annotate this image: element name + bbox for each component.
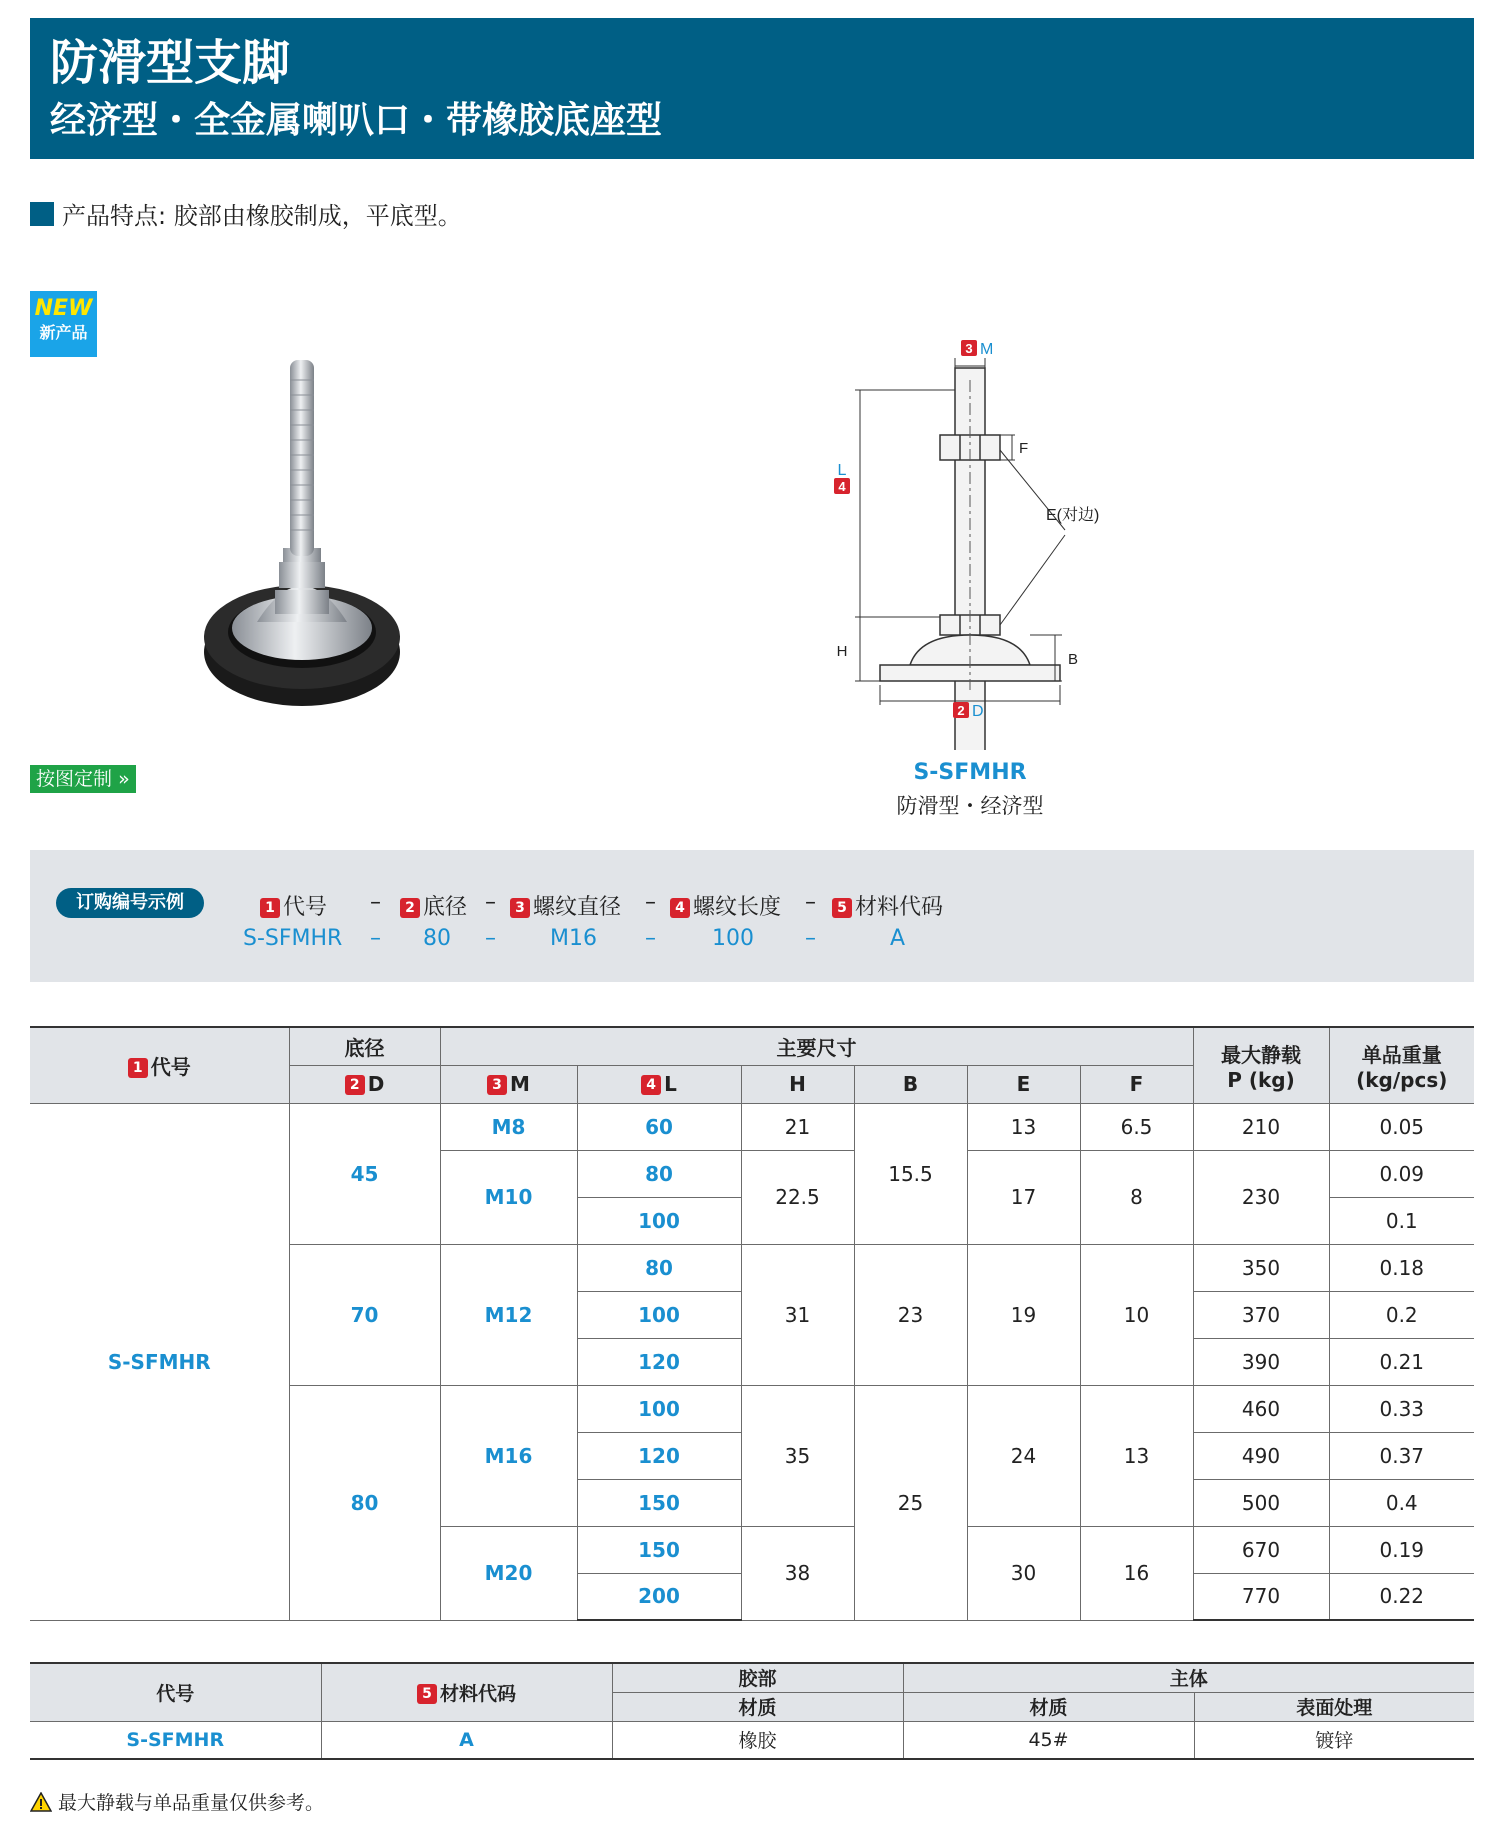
mat-col-surface: 表面处理 (1194, 1692, 1474, 1721)
cell-f: 8 (1080, 1150, 1193, 1244)
cell-m: M12 (440, 1244, 577, 1385)
col-m-header: 3 M (440, 1065, 577, 1103)
technical-drawing (800, 330, 1180, 750)
cell-d: 80 (289, 1385, 440, 1620)
cell-e: 19 (967, 1244, 1080, 1385)
col-l-header: 4 L (577, 1065, 741, 1103)
warning-icon (30, 1792, 52, 1812)
f-label: F (1019, 440, 1029, 457)
cell-e: 17 (967, 1150, 1080, 1244)
l-number: 4 (838, 479, 846, 494)
l-label: L (837, 462, 847, 479)
m-number: 3 (965, 341, 973, 356)
order-dash: – (370, 926, 381, 951)
cell-d: 45 (289, 1103, 440, 1244)
table-row (30, 1103, 1474, 1150)
col-code-header: 1 代号 (30, 1027, 289, 1103)
double-chevron-icon: » (118, 768, 130, 790)
order-header-code: 1 代号 (260, 890, 327, 921)
cell-weight: 0.09 (1329, 1150, 1474, 1197)
col-d-header: 2 D (289, 1065, 440, 1103)
cell-weight: 0.18 (1329, 1244, 1474, 1291)
cell-l: 60 (577, 1103, 741, 1150)
b-label: B (1068, 651, 1079, 668)
page-header (30, 18, 1474, 159)
model-name: 防滑型・经济型 (896, 794, 1044, 818)
order-dash: – (805, 926, 816, 951)
d-label: D (972, 703, 984, 720)
order-value-thread-dia: M16 (550, 926, 597, 951)
page-title: 防滑型支脚 (50, 35, 291, 91)
order-value-thread-len: 100 (712, 926, 754, 951)
model-code: S-SFMHR (913, 760, 1027, 785)
cell-l: 100 (577, 1291, 741, 1338)
order-dash: – (485, 890, 496, 915)
cell-weight: 0.4 (1329, 1479, 1474, 1526)
cell-load: 460 (1193, 1385, 1329, 1432)
order-value-code: S-SFMHR (243, 926, 343, 951)
cell-load: 370 (1193, 1291, 1329, 1338)
spec-table (30, 1026, 1474, 1621)
cell-weight: 0.21 (1329, 1338, 1474, 1385)
order-header-thread-len: 4 螺纹长度 (670, 890, 781, 921)
footnote-text: 最大静载与单品重量仅供参考。 (58, 1792, 325, 1814)
mat-cell-rubber: 橡胶 (612, 1721, 903, 1759)
order-header-material: 5 材料代码 (832, 890, 943, 921)
cell-code: S-SFMHR (30, 1103, 289, 1620)
order-dash: – (805, 890, 816, 915)
cell-load: 670 (1193, 1526, 1329, 1573)
order-dash: – (645, 890, 656, 915)
cell-weight: 0.05 (1329, 1103, 1474, 1150)
cell-l: 80 (577, 1150, 741, 1197)
cell-h: 38 (741, 1526, 854, 1620)
order-dash: – (370, 890, 381, 915)
product-feature (30, 196, 462, 231)
cell-m: M8 (440, 1103, 577, 1150)
mat-col-material-code: 5 材料代码 (321, 1663, 612, 1721)
cell-l: 80 (577, 1244, 741, 1291)
page-subtitle: 经济型・全金属喇叭口・带橡胶底座型 (50, 100, 663, 141)
cell-weight: 0.37 (1329, 1432, 1474, 1479)
new-badge-sublabel: 新产品 (39, 323, 88, 342)
cell-f: 16 (1080, 1526, 1193, 1620)
cell-load: 210 (1193, 1103, 1329, 1150)
custom-order-button[interactable] (30, 765, 136, 793)
mat-col-rubber: 胶部 (612, 1663, 903, 1692)
bullet-square-icon (30, 202, 54, 226)
cell-e: 13 (967, 1103, 1080, 1150)
cell-m: M10 (440, 1150, 577, 1244)
cell-l: 200 (577, 1573, 741, 1620)
col-h-header: H (741, 1065, 854, 1103)
footnote (30, 1788, 324, 1815)
order-example-box (30, 850, 1474, 982)
order-header-base: 2 底径 (400, 890, 467, 921)
cell-m: M16 (440, 1385, 577, 1526)
cell-load: 500 (1193, 1479, 1329, 1526)
cell-l: 120 (577, 1432, 741, 1479)
product-photo (195, 350, 420, 720)
mat-col-body: 主体 (903, 1663, 1474, 1692)
cell-l: 120 (577, 1338, 741, 1385)
cell-weight: 0.22 (1329, 1573, 1474, 1620)
e-label: E(对边) (1046, 507, 1100, 524)
mat-col-rubber-material: 材质 (612, 1692, 903, 1721)
col-weight-header: 单品重量 (kg/pcs) (1329, 1027, 1474, 1103)
table-row (30, 1721, 1474, 1759)
new-badge-label: NEW (34, 296, 93, 321)
cell-h: 21 (741, 1103, 854, 1150)
mat-cell-body: 45# (903, 1721, 1194, 1759)
cell-l: 100 (577, 1197, 741, 1244)
order-dash: – (485, 926, 496, 951)
col-load-header: 最大静载 P (kg) (1193, 1027, 1329, 1103)
cell-load: 230 (1193, 1150, 1329, 1244)
cell-f: 10 (1080, 1244, 1193, 1385)
col-main-dim-header: 主要尺寸 (440, 1027, 1193, 1065)
cell-e: 30 (967, 1526, 1080, 1620)
order-value-material: A (890, 926, 906, 951)
cell-weight: 0.19 (1329, 1526, 1474, 1573)
d-number: 2 (957, 703, 965, 718)
cell-load: 350 (1193, 1244, 1329, 1291)
cell-f: 13 (1080, 1385, 1193, 1526)
cell-e: 24 (967, 1385, 1080, 1526)
mat-cell-surface: 镀锌 (1194, 1721, 1474, 1759)
mat-col-code: 代号 (30, 1663, 321, 1721)
cell-d: 70 (289, 1244, 440, 1385)
cell-l: 100 (577, 1385, 741, 1432)
cell-l: 150 (577, 1526, 741, 1573)
cell-m: M20 (440, 1526, 577, 1620)
m-label: M (980, 341, 994, 358)
cell-load: 770 (1193, 1573, 1329, 1620)
mat-cell-code: S-SFMHR (30, 1721, 321, 1759)
col-f-header: F (1080, 1065, 1193, 1103)
feature-text: 产品特点: 胶部由橡胶制成，平底型。 (62, 202, 462, 230)
cell-f: 6.5 (1080, 1103, 1193, 1150)
new-product-badge (30, 291, 97, 357)
cell-weight: 0.2 (1329, 1291, 1474, 1338)
cell-h: 22.5 (741, 1150, 854, 1244)
cell-weight: 0.1 (1329, 1197, 1474, 1244)
cell-load: 490 (1193, 1432, 1329, 1479)
cell-h: 35 (741, 1385, 854, 1526)
h-label: H (836, 643, 848, 660)
col-base-header: 底径 (289, 1027, 440, 1065)
order-dash: – (645, 926, 656, 951)
cell-weight: 0.33 (1329, 1385, 1474, 1432)
order-value-base: 80 (423, 926, 451, 951)
cell-b: 25 (854, 1385, 967, 1620)
cell-h: 31 (741, 1244, 854, 1385)
material-table (30, 1662, 1474, 1760)
col-e-header: E (967, 1065, 1080, 1103)
cell-load: 390 (1193, 1338, 1329, 1385)
mat-cell-material-code: A (321, 1721, 612, 1759)
cell-b: 15.5 (854, 1103, 967, 1244)
custom-order-label: 按图定制 (36, 768, 113, 790)
order-example-tag: 订购编号示例 (56, 888, 204, 918)
col-b-header: B (854, 1065, 967, 1103)
order-header-thread-dia: 3 螺纹直径 (510, 890, 621, 921)
mat-col-body-material: 材质 (903, 1692, 1194, 1721)
cell-l: 150 (577, 1479, 741, 1526)
cell-b: 23 (854, 1244, 967, 1385)
